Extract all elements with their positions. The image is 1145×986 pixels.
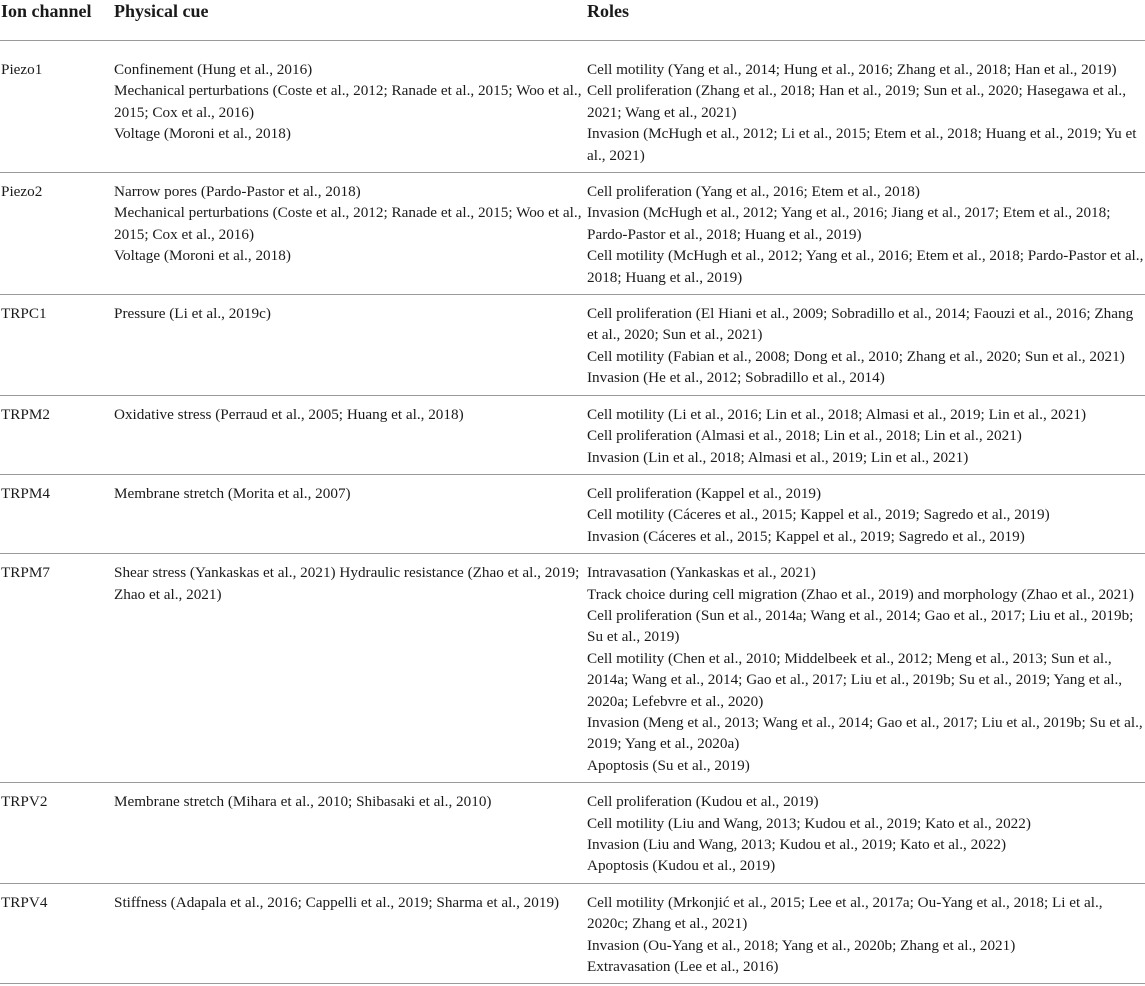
role-entry: Cell proliferation (Yang et al., 2016; Etem et al., 2018) xyxy=(587,183,920,201)
role-entry: Cell proliferation (Kappel et al., 2019) xyxy=(587,484,822,502)
physical-cue-cell xyxy=(114,474,587,553)
physical-cue-entry: Stiffness (Adapala et al., 2016; Cappelli et al., 2019; Sharma et al., 2019) xyxy=(114,893,560,911)
role-entry: Cell motility (Yang et al., 2014; Hung et al., 2016; Zhang et al., 2018; Han et al., 2019) xyxy=(587,61,1117,78)
table-row xyxy=(0,783,1145,884)
role-entry: Cell proliferation (El Hiani et al., 2009; Sobradillo et al., 2014; Faouzi et al., 2016; Zhang et al., 2020; Sun et al., 2021) xyxy=(587,305,1134,344)
role-entry: Invasion (He et al., 2012; Sobradillo et al., 2014) xyxy=(587,369,885,387)
physical-cue-cell xyxy=(114,173,587,295)
role-entry: Cell proliferation (Sun et al., 2014a; Wang et al., 2014; Gao et al., 2017; Liu et al., 2019b; Su et al., 2019) xyxy=(587,606,1134,646)
role-entry: Cell proliferation (Kudou et al., 2019) xyxy=(587,793,819,811)
header-ion-channel: Ion channel xyxy=(0,0,114,41)
roles-cell xyxy=(587,173,1145,295)
physical-cue-entry: Mechanical perturbations (Coste et al., 2012; Ranade et al., 2015; Woo et al., 2015; Cox et al., 2016) xyxy=(114,82,582,121)
physical-cue-entry: Shear stress (Yankaskas et al., 2021) Hydraulic resistance (Zhao et al., 2019; Zhao et al., 2021) xyxy=(114,564,580,603)
physical-cue-entry: Voltage (Moroni et al., 2018) xyxy=(114,247,291,265)
ion-channel-cell: TRPV2 xyxy=(0,783,114,884)
physical-cue-entry: Membrane stretch (Mihara et al., 2010; Shibasaki et al., 2010) xyxy=(114,793,492,811)
role-entry: Invasion (Liu and Wang, 2013; Kudou et al., 2019; Kato et al., 2022) xyxy=(587,836,1007,853)
ion-channel-cell: Piezo2 xyxy=(0,173,114,295)
role-entry: Cell motility (McHugh et al., 2012; Yang et al., 2016; Etem et al., 2018; Pardo-Pastor et al., 2018; Huang et al., 2019) xyxy=(587,247,1144,286)
role-entry: Cell proliferation (Zhang et al., 2018; Han et al., 2019; Sun et al., 2020; Hasegawa et al., 2021; Wang et al., 2021) xyxy=(587,82,1127,121)
role-entry: Cell motility (Cáceres et al., 2015; Kappel et al., 2019; Sagredo et al., 2019) xyxy=(587,506,1050,524)
roles-cell xyxy=(587,554,1145,783)
physical-cue-entry: Narrow pores (Pardo-Pastor et al., 2018) xyxy=(114,183,361,201)
header-row xyxy=(0,0,1145,41)
role-entry: Cell proliferation (Almasi et al., 2018; Lin et al., 2018; Lin et al., 2021) xyxy=(587,427,1022,445)
roles-cell xyxy=(587,395,1145,474)
table-row xyxy=(0,41,1145,173)
roles-cell xyxy=(587,41,1145,173)
physical-cue-cell xyxy=(114,883,587,984)
physical-cue-entry: Confinement (Hung et al., 2016) xyxy=(114,61,313,78)
physical-cue-entry: Pressure (Li et al., 2019c) xyxy=(114,305,271,323)
ion-channel-cell: TRPM4 xyxy=(0,474,114,553)
physical-cue-cell xyxy=(114,554,587,783)
physical-cue-cell xyxy=(114,395,587,474)
ion-channel-cell: TRPM7 xyxy=(0,554,114,783)
ion-channel-cell: TRPC1 xyxy=(0,295,114,396)
role-entry: Cell motility (Li et al., 2016; Lin et al., 2018; Almasi et al., 2019; Lin et al., 2021) xyxy=(587,405,1086,423)
role-entry: Invasion (Cáceres et al., 2015; Kappel et al., 2019; Sagredo et al., 2019) xyxy=(587,527,1025,545)
role-entry: Invasion (Lin et al., 2018; Almasi et al., 2019; Lin et al., 2021) xyxy=(587,448,969,466)
role-entry: Invasion (Ou-Yang et al., 2018; Yang et al., 2020b; Zhang et al., 2021) xyxy=(587,936,1016,954)
role-entry: Cell motility (Fabian et al., 2008; Dong et al., 2010; Zhang et al., 2020; Sun et al., 2021) xyxy=(587,347,1125,365)
header-physical-cue: Physical cue xyxy=(114,0,587,41)
ion-channel-cell: TRPM2 xyxy=(0,395,114,474)
role-entry: Intravasation (Yankaskas et al., 2021) xyxy=(587,564,816,582)
role-entry: Cell motility (Mrkonjić et al., 2015; Lee et al., 2017a; Ou-Yang et al., 2018; Li et al., 2020c; Zhang et al., 2021) xyxy=(587,893,1103,933)
table-row xyxy=(0,474,1145,553)
role-entry: Invasion (McHugh et al., 2012; Li et al., 2015; Etem et al., 2018; Huang et al., 2019; Yu et al., 2021) xyxy=(587,125,1137,164)
role-entry: Extravasation (Lee et al., 2016) xyxy=(587,958,779,976)
ion-channel-cell: TRPV4 xyxy=(0,883,114,984)
physical-cue-entry: Mechanical perturbations (Coste et al., 2012; Ranade et al., 2015; Woo et al., 2015; Cox et al., 2016) xyxy=(114,204,582,243)
physical-cue-entry: Oxidative stress (Perraud et al., 2005; Huang et al., 2018) xyxy=(114,405,464,423)
role-entry: Apoptosis (Kudou et al., 2019) xyxy=(587,857,776,875)
physical-cue-cell xyxy=(114,295,587,396)
role-entry: Cell motility (Chen et al., 2010; Middelbeek et al., 2012; Meng et al., 2013; Sun et al., 2014a; Wang et al., 2014; Gao et al., 2017; Liu et al., 2019b; Su et al., 2019; Yang et al., 2020a; Lefebvre et al., 2020) xyxy=(587,649,1123,710)
physical-cue-cell xyxy=(114,783,587,884)
role-entry: Invasion (McHugh et al., 2012; Yang et al., 2016; Jiang et al., 2017; Etem et al., 2018; Pardo-Pastor et al., 2018; Huang et al., 2019) xyxy=(587,204,1111,243)
table-header xyxy=(0,0,1145,41)
ion-channel-cell: Piezo1 xyxy=(0,41,114,173)
physical-cue-cell xyxy=(114,41,587,173)
table-row xyxy=(0,395,1145,474)
role-entry: Cell motility (Liu and Wang, 2013; Kudou et al., 2019; Kato et al., 2022) xyxy=(587,814,1031,832)
table-row xyxy=(0,883,1145,984)
role-entry: Apoptosis (Su et al., 2019) xyxy=(587,756,750,774)
physical-cue-entry: Voltage (Moroni et al., 2018) xyxy=(114,125,291,143)
role-entry: Track choice during cell migration (Zhao et al., 2019) and morphology (Zhao et al., 2021) xyxy=(587,585,1134,603)
roles-cell xyxy=(587,474,1145,553)
table-row xyxy=(0,295,1145,396)
table-body xyxy=(0,41,1145,984)
header-roles: Roles xyxy=(587,0,1145,41)
roles-cell xyxy=(587,783,1145,884)
table-row xyxy=(0,554,1145,783)
roles-cell xyxy=(587,295,1145,396)
roles-cell xyxy=(587,883,1145,984)
role-entry: Invasion (Meng et al., 2013; Wang et al., 2014; Gao et al., 2017; Liu et al., 2019b; Su et al., 2019; Yang et al., 2020a) xyxy=(587,713,1143,753)
table-row xyxy=(0,173,1145,295)
physical-cue-entry: Membrane stretch (Morita et al., 2007) xyxy=(114,484,351,502)
